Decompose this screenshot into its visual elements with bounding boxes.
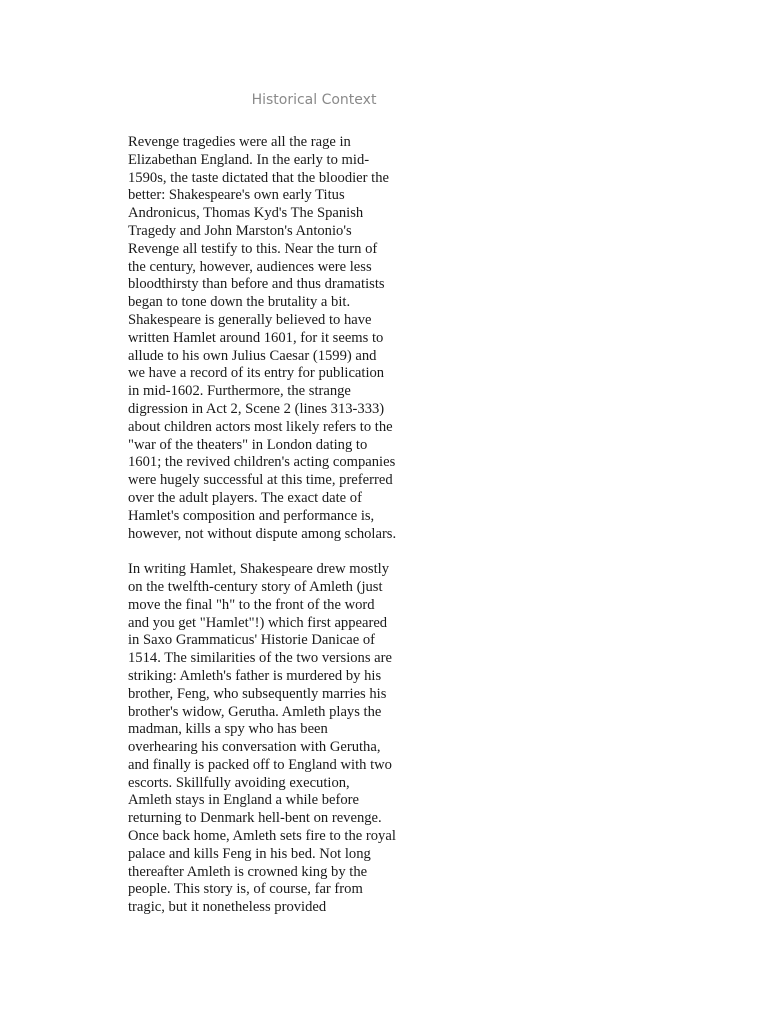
text-line: Tragedy and John Marston's Antonio's — [128, 222, 352, 239]
text-line: the century, however, audiences were less — [128, 258, 372, 275]
text-line: palace and kills Feng in his bed. Not long — [128, 845, 371, 862]
text-line: brother, Feng, who subsequently marries his — [128, 685, 387, 702]
document-body — [128, 134, 418, 917]
text-line: Shakespeare is generally believed to have — [128, 311, 372, 328]
text-line: 1514. The similarities of the two versions are — [128, 650, 392, 667]
text-line: striking: Amleth's father is murdered by his — [128, 667, 382, 684]
text-line: in Saxo Grammaticus' Historie Danicae of — [128, 632, 376, 649]
text-line: 1601; the revived children's acting companies — [128, 454, 396, 471]
text-line: digression in Act 2, Scene 2 (lines 313-333) — [128, 400, 385, 417]
text-line: on the twelfth-century story of Amleth (just — [128, 578, 383, 595]
text-line: people. This story is, of course, far from — [128, 881, 363, 898]
text-line: Revenge all testify to this. Near the turn of — [128, 240, 378, 257]
text-line: brother's widow, Gerutha. Amleth plays the — [128, 703, 382, 720]
text-line: we have a record of its entry for publication — [128, 365, 385, 382]
text-line: however, not without dispute among scholars. — [128, 525, 397, 542]
text-line: began to tone down the brutality a bit. — [128, 294, 351, 311]
text-line: overhearing his conversation with Gerutha, — [128, 739, 381, 756]
text-line: Hamlet's composition and performance is, — [128, 507, 375, 524]
text-line: Amleth stays in England a while before — [128, 792, 360, 809]
text-line: returning to Denmark hell-bent on revenge. — [128, 810, 382, 827]
text-line: thereafter Amleth is crowned king by the — [128, 863, 368, 880]
text-line: about children actors most likely refers to the — [128, 418, 393, 435]
paragraph — [128, 134, 418, 543]
text-line: tragic, but it nonetheless provided — [128, 899, 327, 916]
text-line: "war of the theaters" in London dating to — [128, 436, 368, 453]
text-line: Elizabethan England. In the early to mid- — [128, 151, 370, 168]
text-line: and you get "Hamlet"!) which first appeared — [128, 614, 388, 631]
paragraph — [128, 561, 418, 917]
text-line: better: Shakespeare's own early Titus — [128, 187, 345, 204]
text-line: 1590s, the taste dictated that the bloodier the — [128, 169, 389, 186]
text-line: Revenge tragedies were all the rage in — [128, 134, 351, 150]
text-line: move the final "h" to the front of the word — [128, 596, 375, 613]
text-line: were hugely successful at this time, preferred — [128, 472, 393, 489]
text-line: in mid-1602. Furthermore, the strange — [128, 383, 351, 400]
text-line: written Hamlet around 1601, for it seems to — [128, 329, 384, 346]
text-line: Once back home, Amleth sets fire to the royal — [128, 828, 396, 845]
text-line: escorts. Skillfully avoiding execution, — [128, 774, 350, 791]
text-line: over the adult players. The exact date of — [128, 489, 362, 506]
text-line: and finally is packed off to England with two — [128, 756, 392, 773]
text-line: madman, kills a spy who has been — [128, 721, 328, 738]
text-line: bloodthirsty than before and thus dramatists — [128, 276, 385, 293]
text-line: In writing Hamlet, Shakespeare drew mostly — [128, 561, 389, 578]
page-title: Historical Context — [251, 92, 377, 108]
text-line: allude to his own Julius Caesar (1599) and — [128, 347, 377, 364]
text-line: Andronicus, Thomas Kyd's The Spanish — [128, 205, 364, 222]
